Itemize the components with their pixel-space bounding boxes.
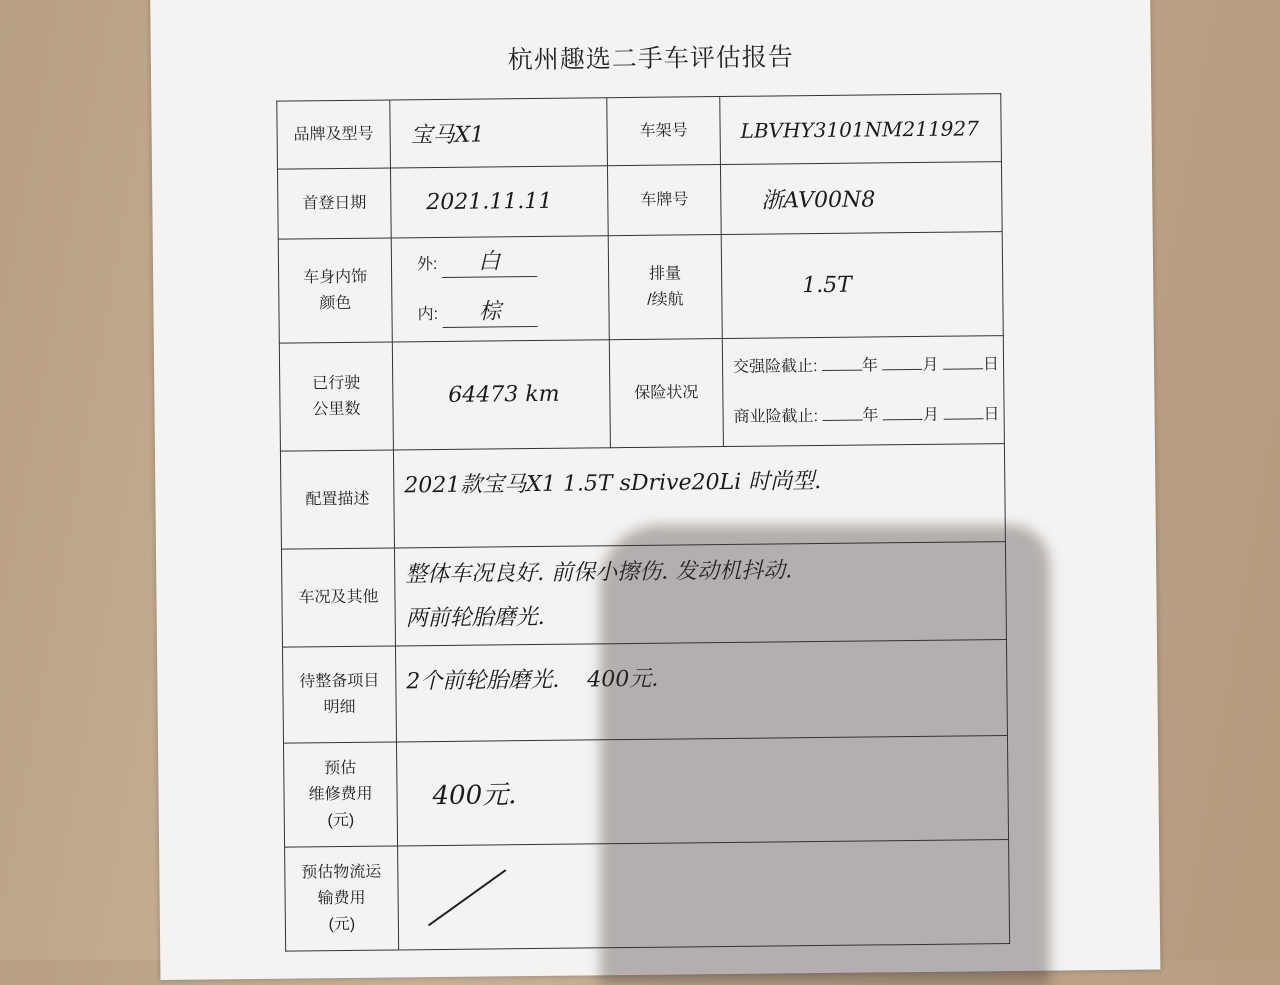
condition-line1: 整体车况良好. 前保小擦伤. 发动机抖动.	[405, 547, 1004, 597]
repair-cost-label-line3: (元)	[286, 807, 396, 834]
inner-color	[417, 288, 608, 340]
repair-cost-label-line2: 维修费用	[285, 781, 395, 808]
mileage-label	[279, 342, 393, 451]
table-row	[285, 840, 1010, 952]
first-reg-value: 2021.11.11	[390, 166, 608, 238]
logistics-cost-label-line1: 预估物流运	[286, 859, 396, 886]
table-row	[279, 336, 1004, 452]
logistics-cost-label	[285, 846, 399, 951]
condition-value	[394, 542, 1006, 646]
condition-label: 车况及其他	[281, 548, 395, 647]
mileage-label-line1: 已行驶	[281, 370, 391, 397]
table-row	[277, 162, 1002, 240]
month-label: 月	[922, 356, 938, 373]
first-reg-label: 首登日期	[277, 168, 391, 239]
pending-label	[282, 646, 396, 743]
table-row	[278, 232, 1003, 344]
commercial-label: 商业险截止:	[734, 408, 819, 426]
evaluation-report-paper	[150, 0, 1160, 980]
commercial-insurance	[733, 390, 1003, 443]
compulsory-insurance	[733, 340, 1003, 393]
table-row	[280, 444, 1005, 550]
plate-value: 浙AV00N8	[720, 162, 1002, 235]
table-row	[277, 94, 1002, 170]
logistics-cost-label-line2: 输费用	[286, 885, 396, 912]
repair-cost-value: 400元.	[396, 736, 1008, 846]
table-row	[281, 542, 1006, 648]
plate-label: 车牌号	[607, 165, 721, 236]
year-blank	[822, 355, 862, 370]
color-label	[278, 238, 392, 343]
condition-line2: 两前轮胎磨光.	[405, 591, 1004, 641]
year-label: 年	[862, 407, 878, 424]
displacement-label-line1: 排量	[610, 261, 720, 288]
year-blank	[822, 405, 862, 420]
outer-color-value: 白	[442, 247, 537, 277]
year-label: 年	[862, 357, 878, 374]
outer-color-label: 外:	[417, 256, 438, 273]
insurance-label: 保险状况	[609, 339, 723, 448]
displacement-value: 1.5T	[721, 232, 1003, 339]
logistics-cost-value	[398, 840, 1010, 950]
color-label-line2: 颜色	[280, 290, 390, 317]
day-blank	[943, 354, 983, 369]
mileage-value: 64473 km	[392, 340, 610, 450]
inner-color-value: 棕	[442, 297, 537, 327]
config-value: 2021款宝马X1 1.5T sDrive20Li 时尚型.	[393, 444, 1005, 548]
mileage-label-line2: 公里数	[281, 396, 391, 423]
compulsory-label: 交强险截止:	[733, 358, 818, 376]
color-values	[391, 236, 609, 342]
month-blank	[882, 354, 922, 369]
vin-label: 车架号	[607, 97, 721, 166]
brand-label: 品牌及型号	[277, 100, 391, 169]
repair-cost-label-line1: 预估	[285, 755, 395, 782]
month-blank	[883, 404, 923, 419]
page-title: 杭州趣选二手车评估报告	[151, 34, 1151, 80]
evaluation-table	[276, 93, 1010, 952]
blank-slash-mark	[428, 869, 506, 926]
vin-value: LBVHY3101NM211927	[720, 94, 1002, 165]
table-row	[283, 736, 1008, 848]
displacement-label-line2: /续航	[610, 287, 720, 314]
pending-label-line1: 待整备项目	[284, 668, 394, 695]
day-blank	[943, 404, 983, 419]
month-label: 月	[923, 406, 939, 423]
brand-value: 宝马X1	[390, 98, 608, 168]
pending-label-line2: 明细	[284, 694, 394, 721]
displacement-label	[608, 235, 722, 340]
day-label: 日	[983, 406, 999, 423]
day-label: 日	[983, 356, 999, 373]
config-label: 配置描述	[280, 450, 394, 549]
pending-value: 2个前轮胎磨光. 400元.	[395, 640, 1007, 742]
outer-color	[417, 238, 608, 290]
logistics-cost-label-line3: (元)	[287, 911, 397, 938]
repair-cost-label	[283, 742, 397, 847]
insurance-values	[722, 336, 1004, 447]
color-label-line1: 车身内饰	[280, 264, 390, 291]
inner-color-label: 内:	[417, 306, 438, 323]
table-row	[282, 640, 1007, 744]
